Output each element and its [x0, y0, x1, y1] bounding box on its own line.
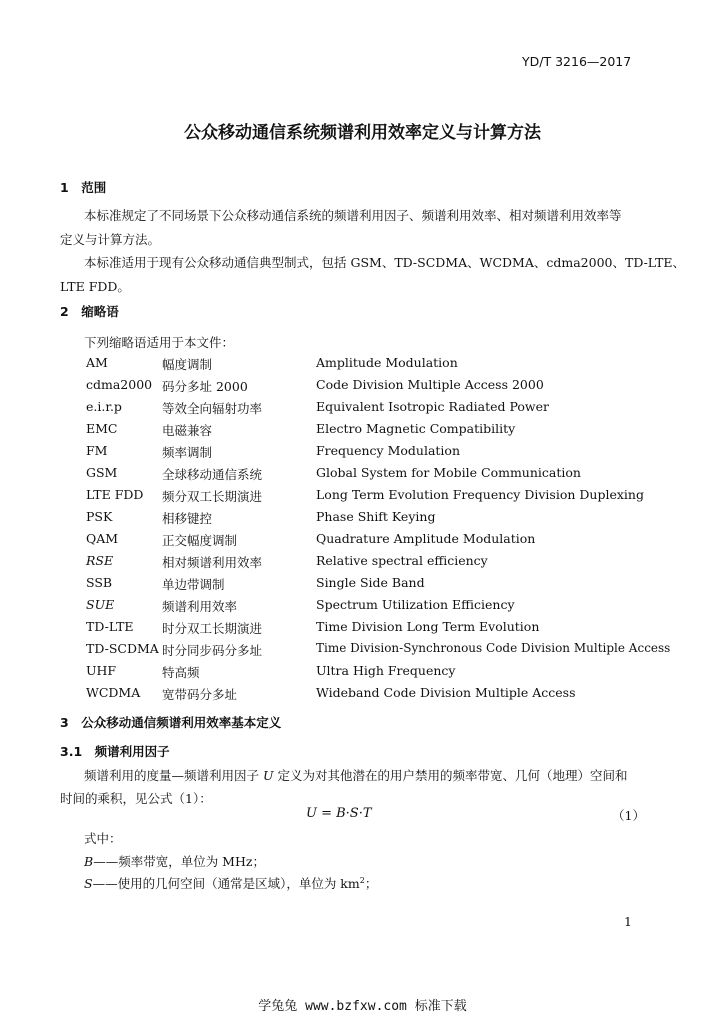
section-3-heading: 3 公众移动通信频谱利用效率基本定义: [60, 715, 282, 730]
definition-b: [84, 852, 265, 870]
abbreviation-chinese: 特高频: [162, 665, 200, 680]
footer-watermark: 学兔兔 www.bzfxw.com 标准下载: [258, 999, 467, 1014]
abbreviation-code: FM: [86, 443, 108, 458]
abbreviation-chinese: 全球移动通信系统: [162, 467, 263, 482]
abbreviation-code: e.i.r.p: [86, 399, 122, 414]
superscript: 2: [359, 875, 365, 885]
abbreviation-code: AM: [86, 355, 108, 370]
abbreviation-english: Equivalent Isotropic Radiated Power: [316, 399, 550, 414]
abbreviation-chinese: 频分双工长期演进: [162, 489, 263, 504]
formula: U = B·S·T: [306, 806, 372, 821]
abbreviation-chinese: 幅度调制: [162, 357, 213, 372]
definition-s: [84, 874, 377, 892]
abbreviation-code: EMC: [86, 421, 118, 436]
section-1-paragraph-1-line-2: 定义与计算方法。: [60, 232, 161, 247]
abbreviation-english: Single Side Band: [316, 575, 425, 590]
definition-end: ；: [364, 876, 378, 891]
abbreviation-code: GSM: [86, 465, 118, 480]
abbreviation-code: cdma2000: [86, 377, 153, 392]
abbreviation-chinese: 频率调制: [162, 445, 213, 460]
section-3-1-paragraph-line-2: 时间的乘积，见公式（1）：: [60, 791, 212, 806]
section-3-1-paragraph-line-1: [84, 766, 628, 784]
abbreviation-english: Ultra High Frequency: [316, 663, 456, 678]
abbreviation-english: Time Division-Synchronous Code Division Multiple Access: [316, 641, 671, 655]
page-number: 1: [624, 914, 632, 929]
abbreviation-english: Phase Shift Keying: [316, 509, 436, 524]
section-1-heading: 1 范围: [60, 180, 107, 195]
abbreviation-code: WCDMA: [86, 685, 141, 700]
abbreviation-code: LTE FDD: [86, 487, 144, 502]
abbreviation-chinese: 单边带调制: [162, 577, 225, 592]
page-title: 公众移动通信系统频谱利用效率定义与计算方法: [184, 123, 541, 143]
abbreviation-english: Relative spectral efficiency: [316, 553, 488, 568]
section-1-paragraph-2-line-1: 本标准适用于现有公众移动通信典型制式，包括 GSM、TD-SCDMA、WCDMA、cdma2000、TD-LTE、: [84, 255, 686, 270]
abbreviation-chinese: 码分多址 2000: [162, 379, 248, 394]
abbreviation-code: QAM: [86, 531, 119, 546]
abbreviations-intro: 下列缩略语适用于本文件：: [84, 335, 235, 350]
abbreviation-english: Wideband Code Division Multiple Access: [316, 685, 576, 700]
abbreviation-code: SSB: [86, 575, 113, 590]
text-run: 频谱利用的度量—频谱利用因子: [84, 768, 263, 783]
document-number: YD/T 3216—2017: [522, 54, 632, 69]
abbreviation-english: Electro Magnetic Compatibility: [316, 421, 516, 436]
abbreviation-chinese: 等效全向辐射功率: [162, 401, 263, 416]
formula-number: （1）: [612, 808, 645, 823]
abbreviation-english: Global System for Mobile Communication: [316, 465, 581, 480]
abbreviation-chinese: 电磁兼容: [162, 423, 213, 438]
abbreviation-code: PSK: [86, 509, 113, 524]
definition-text: ——使用的几何空间（通常是区域），单位为 km: [92, 876, 360, 891]
abbreviation-code: SUE: [86, 597, 115, 612]
abbreviation-chinese: 频谱利用效率: [162, 599, 238, 614]
abbreviation-english: Code Division Multiple Access 2000: [316, 377, 544, 392]
abbreviation-chinese: 宽带码分多址: [162, 687, 238, 702]
text-run: 定义为对其他潜在的用户禁用的频率带宽、几何（地理）空间和: [273, 768, 628, 783]
section-2-heading: 2 缩略语: [60, 304, 119, 319]
abbreviation-chinese: 时分双工长期演进: [162, 621, 263, 636]
abbreviation-english: Spectrum Utilization Efficiency: [316, 597, 515, 612]
abbreviation-code: UHF: [86, 663, 117, 678]
abbreviation-chinese: 相移键控: [162, 511, 213, 526]
section-1-paragraph-1-line-1: 本标准规定了不同场景下公众移动通信系统的频谱利用因子、频谱利用效率、相对频谱利用效率等: [84, 208, 622, 223]
abbreviation-english: Amplitude Modulation: [316, 355, 458, 370]
where-label: 式中：: [84, 831, 122, 846]
variable-u: U: [262, 768, 274, 783]
abbreviation-chinese: 相对频谱利用效率: [162, 555, 263, 570]
abbreviation-chinese: 正交幅度调制: [162, 533, 238, 548]
definition-text: ——频率带宽，单位为 MHz；: [93, 854, 265, 869]
abbreviation-english: Quadrature Amplitude Modulation: [316, 531, 536, 546]
abbreviation-code: TD-SCDMA: [86, 641, 159, 656]
abbreviation-english: Long Term Evolution Frequency Division Duplexing: [316, 487, 644, 502]
abbreviation-english: Time Division Long Term Evolution: [316, 619, 540, 634]
variable-s: S: [84, 876, 93, 891]
abbreviation-chinese: 时分同步码分多址: [162, 643, 263, 658]
abbreviation-english: Frequency Modulation: [316, 443, 461, 458]
section-3-1-heading: 3.1 频谱利用因子: [60, 744, 170, 759]
abbreviation-code: RSE: [86, 553, 114, 568]
abbreviation-code: TD-LTE: [86, 619, 134, 634]
section-1-paragraph-2-line-2: LTE FDD。: [60, 279, 130, 294]
variable-b: B: [84, 854, 94, 869]
